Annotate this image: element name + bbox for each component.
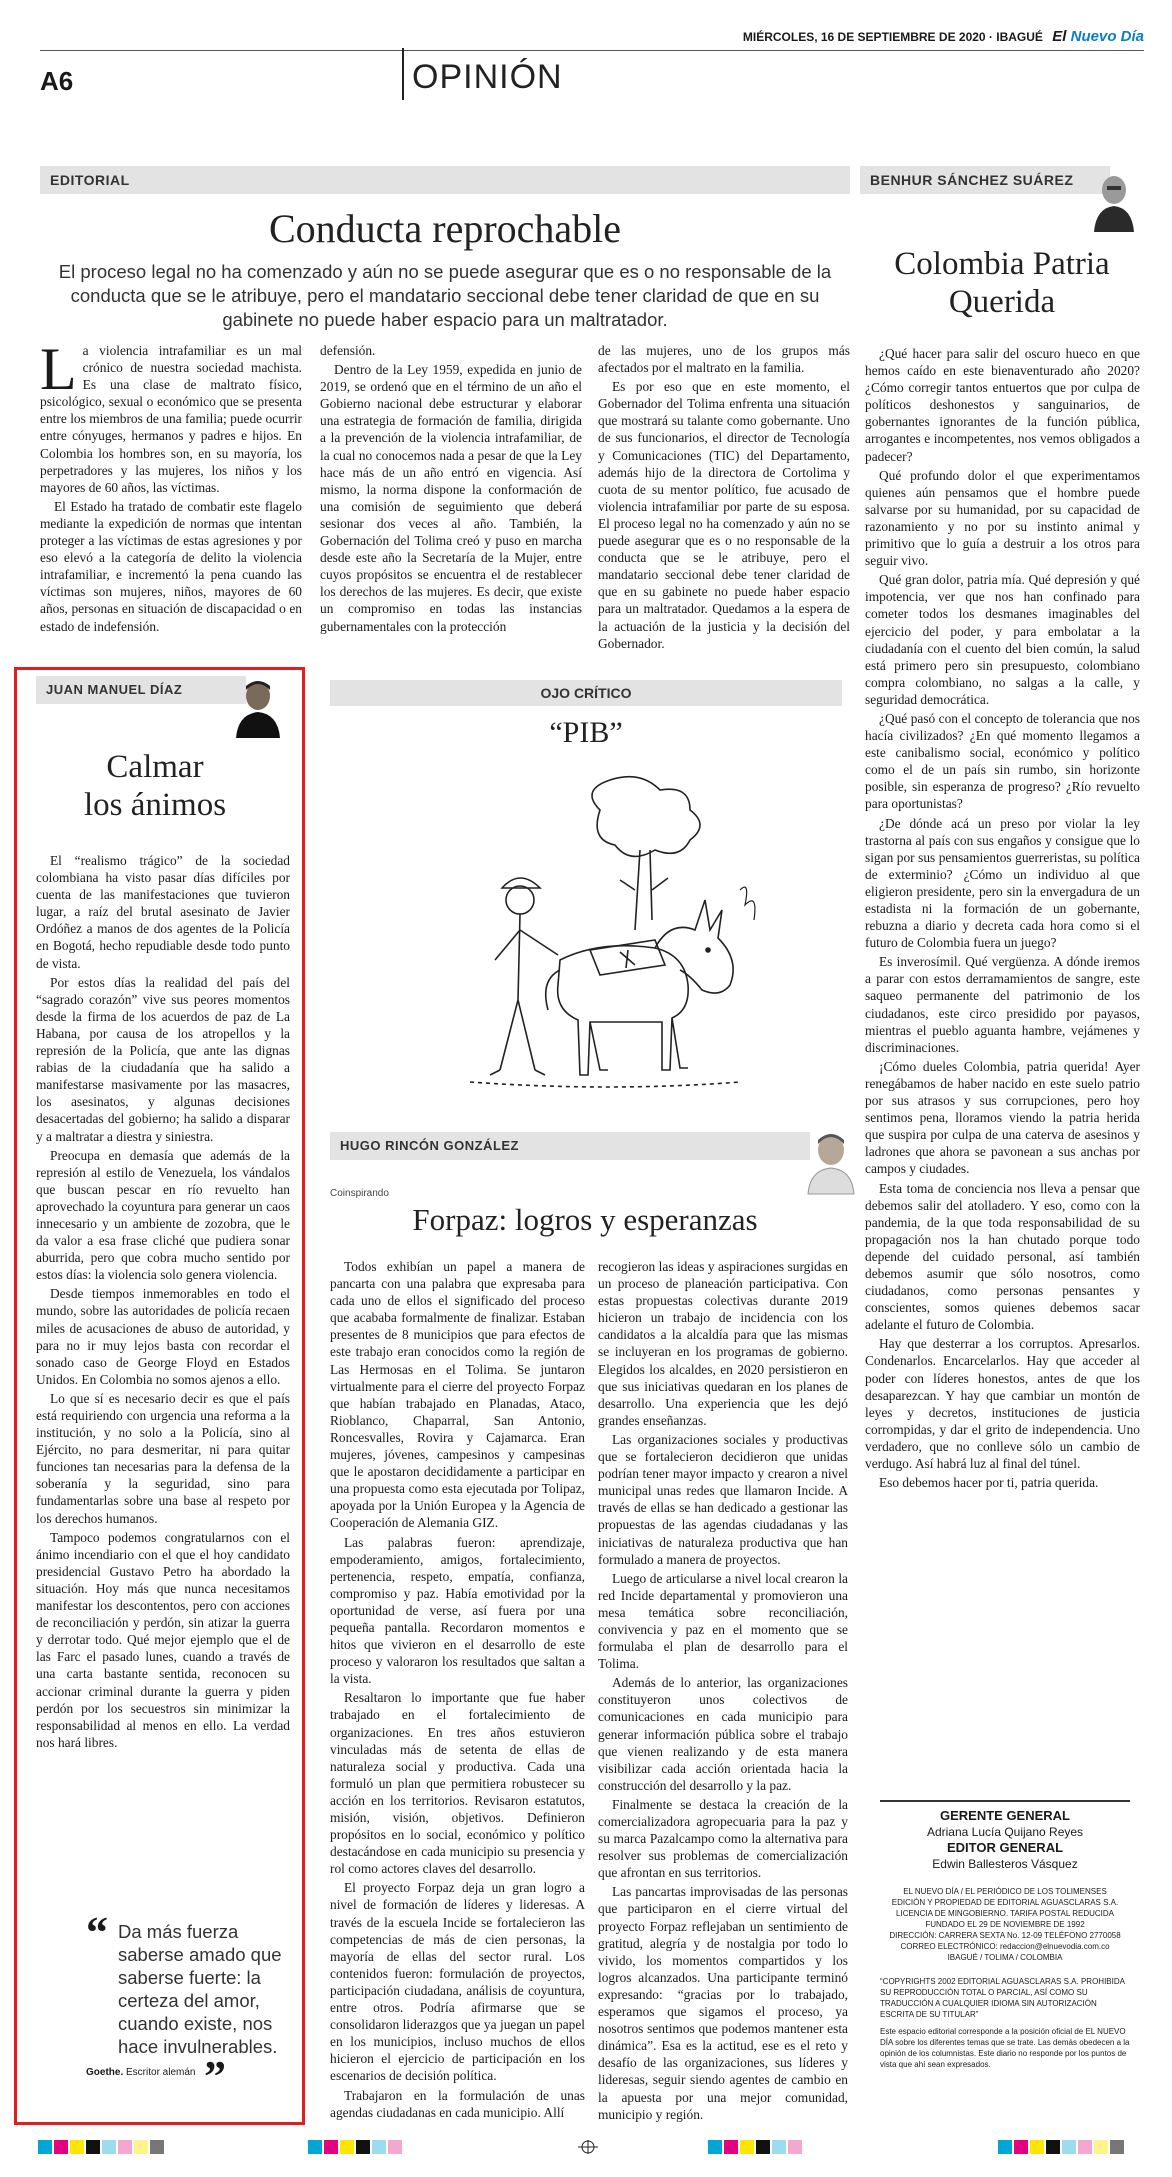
hugo-paragraph: Todos exhibían un papel a manera de pancarta con una palabra que expresaba para cada uno de ellos el significado del proceso que acababa formalmente de finalizar. Estaban presentes de 8 municipios que para efectos de este trabajo eran conocidos como la región de Las Hermosas en el Tolima. Se juntaron virtualmente para el cierre del proyecto Forpaz que habían trabajado en Planadas, Ataco, Rioblanco, Chaparral, San Antonio, Roncesvalles, Rovira y Cajamarca. Eran mujeres, jóvenes, campesinos y campesinas que le apostaron decididamente a participar en una propuesta como esta ejecutada por Tolipaz, apoyada por la Unión Europea y la Agencia de Cooperación de Alemania GIZ. bbox=[330, 1259, 585, 1531]
brand-logo: El Nuevo Día bbox=[1052, 28, 1144, 45]
close-quote-icon: ” bbox=[204, 2052, 226, 2101]
hugo-paragraph: El proyecto Forpaz deja un gran logro a nivel de formación de líderes y lideresas. A través de la escuela Incide se fortalecieron las competencias de más de cien personas, la mayoría de ellas del sector rural. Los contenidos fueron: formulación de proyectos, participación ciudadana, análisis de coyuntura, entre otros. Podría afirmarse que se consolidaron liderazgos que ya juegan un papel en los municipios, incluso muchos de ellos hicieron el ejercicio de participación en los escenarios de decisión política. bbox=[330, 1880, 585, 2084]
cartoon-title: “PIB” bbox=[549, 716, 623, 749]
copyright-notice: “COPYRIGHTS 2002 EDITORIAL AGUASCLARAS S.A. PROHIBIDA SU REPRODUCCIÓN TOTAL O PARCIAL, ASÍ COMO SU TRADUCCIÓN A CUALQUIER IDIOMA SIN AUTORIZACIÓN ESCRITA DE SU TITULAR” bbox=[880, 1977, 1125, 2019]
staff-info-line: FUNDADO EL 29 DE NOVIEMBRE DE 1992 bbox=[925, 1920, 1085, 1929]
hugo-paragraph: Resaltaron lo importante que fue haber trabajado en el fortalecimiento de organizaciones. En tres años estuvieron vinculadas más de setenta de ellas de naturaleza social y productiva. Cada una formuló un plan que permitiera robustecer su acción en los territorios. Revisaron estatutos, misión, visión, objetivos. Definieron propósitos en lo social, económico y político destacándose en cada municipio su presencia y rol como actores claves del desarrollo. bbox=[330, 1690, 585, 1877]
juan-title: Calmar los ánimos bbox=[83, 749, 227, 823]
gm-title: GERENTE GENERAL bbox=[939, 1808, 1070, 1823]
editorial-column-3 bbox=[598, 342, 850, 660]
juan-paragraph: El “realismo trágico” de la sociedad colombiana ha visto pasar días difíciles por cuenta de las manifestaciones que tuvieron lugar, a raíz del brutal asesinato de Javier Ordóñez a manos de dos agentes de la Policía en Bogotá, hecho repudiable desde todo punto de vista. bbox=[36, 853, 290, 971]
staff-rule bbox=[880, 1800, 1130, 1802]
staff-info-line: IBAGUÉ / TOLIMA / COLOMBIA bbox=[947, 1953, 1063, 1962]
benhur-paragraph: ¿Qué hacer para salir del oscuro hueco en que hemos caído en este bienaventurado año 2020? ¿Cómo corregir tantos entuertos que por culpa de políticos deshonestos y sanguinarios, de gobernantes ignorantes de la función pública, arrogantes e incompetentes, nos vemos obligados a padecer? bbox=[865, 346, 1140, 464]
juan-avatar bbox=[234, 676, 282, 738]
gm-name: Adriana Lucía Quijano Reyes bbox=[926, 1825, 1084, 1839]
benhur-paragraph: ¡Cómo dueles Colombia, patria querida! Ayer renegábamos de haber nacido en este suelo patrio por sus atrasos y sus corrupciones, pero hoy sentimos pena, lloramos viendo la patria herida que suspira por culpa de una caterva de asesinos y ladrones que ahora se pavonean a sus anchas por campos y ciudades. bbox=[865, 1058, 1140, 1177]
editorial-paragraph: Es por eso que en este momento, el Gobernador del Tolima enfrenta una situación que mostrará su talante como gobernante. Uno de sus funcionarios, el director de Tecnología y Comunicaciones (TIC) del Departamento, además hijo de la directora de Cortolima y cuota de su mentor político, fue acusado de violencia intrafamiliar por parte de su esposa. El proceso legal no ha comenzado y aún no se puede asegurar que es o no responsable de la conducta que se le atribuye, pero el mandatario seccional debe tener claridad de que en su gabinete no puede haber espacio para un maltratador. Quedamos a la espera de la actuación de la justicia y la decisión del Gobernador. bbox=[598, 379, 850, 651]
quote-attribution: Goethe. Escritor alemán bbox=[86, 2067, 196, 2078]
open-quote-icon: “ bbox=[86, 1908, 108, 1957]
juan-author-tag: JUAN MANUEL DÍAZ bbox=[36, 676, 246, 704]
benhur-paragraph: Esta toma de conciencia nos lleva a pensar que debemos salir del atolladero. Y eso, como con la pandemia, de la que toda responsabilidad de su propagación nos la han chutado porque todo depende del cuidado personal, así también debemos asumir que sólo nosotros, como ciudadanos, como personas pensantes y conscientes, somos quienes debemos sacar adelante el futuro de Colombia. bbox=[865, 1180, 1140, 1333]
juan-quote: Da más fuerza saberse amado que saberse fuerte: la certeza del amor, cuando existe, nos hace invulnerables. bbox=[118, 1921, 282, 2057]
benhur-paragraph: ¿Qué pasó con el concepto de tolerancia que nos hacía civilizados? ¿En qué momento llegamos a este canibalismo social, económico y político como el de un país sin rumbo, sin horizonte posible, sin esperanza de progreso? ¿Río revuelto para oportunistas? bbox=[865, 710, 1140, 812]
benhur-body bbox=[865, 345, 1140, 1755]
hugo-column-1 bbox=[330, 1258, 585, 2120]
editorial-title: Conducta reprochable bbox=[268, 206, 622, 251]
hugo-paragraph: recogieron las ideas y aspiraciones surgidas en un proceso de planeación participativa. Con estas propuestas colectivas durante 2019 hicieron un trabajo de incidencia con los candidatos a la alcaldía para que las mismas se incluyeran en los programas de gobierno. Elegidos los alcaldes, en 2020 persistieron en que sus iniciativas quedaran en los planes de desarrollo. Una experiencia que les dejó grandes enseñanzas. bbox=[598, 1259, 848, 1428]
juan-paragraph: Por estos días la realidad del país del “sagrado corazón” vive sus peores momentos desde la firma de los acuerdos de paz de La Habana, por causa de los atropellos y la represión de la Policía, que ante las dignas rabias de la ciudadanía que ha salido a manifestarse masivamente por las masacres, los asesinatos, y algunas decisiones desacertadas del gobierno; ha salido a disparar y a maltratar a diestra y siniestra. bbox=[36, 974, 290, 1144]
page-number: A6 bbox=[40, 66, 74, 96]
header-dateline-bar bbox=[743, 28, 1144, 45]
section-divider bbox=[402, 48, 404, 100]
juan-paragraph: Preocupa en demasía que además de la represión al estilo de Venezuela, los vándalos que buscan pescar en río revuelto han aprovechado la coyuntura para generar un caos innecesario y un ambiente de zozobra, que le da valor a esa frase cliché que pudiera sonar aburrida, pero que cobra mucho sentido por estos días: la violencia solo genera violencia. bbox=[36, 1147, 290, 1283]
editorial-paragraph: defensión. bbox=[320, 343, 376, 358]
benhur-author-tag: BENHUR SÁNCHEZ SUÁREZ bbox=[860, 166, 1110, 194]
hugo-paragraph: Las palabras fueron: aprendizaje, empoderamiento, amigos, fortalecimiento, pertenencia, respeto, empatía, confianza, compromiso y paz. Había emotividad por la oportunidad de verse, así fuera por una pequeña pantalla. Recordaron momentos e hitos que vivieron en el desarrollo de este proceso y valoraron los resultados que saltan a la vista. bbox=[330, 1534, 585, 1687]
ed-name: Edwin Ballesteros Vásquez bbox=[932, 1857, 1078, 1871]
juan-paragraph: Desde tiempos inmemorables en todo el mundo, sobre las autoridades de policía recaen miles de acusaciones de abuso de autoridad, y para no ir muy lejos basta con recordar el sonado caso de George Floyd en Estados Unidos. En Colombia no somos ajenos a ello. bbox=[36, 1286, 290, 1387]
editorial-deck: El proceso legal no ha comenzado y aún no se puede asegurar que es o no responsable de la conducta que se le atribuye, pero el mandatario seccional debe tener claridad de que en su gabinete no puede haber espacio para un maltratador. bbox=[58, 261, 832, 330]
dateline: MIÉRCOLES, 16 DE SEPTIEMBRE DE 2020 · IBAGUÉ bbox=[742, 30, 1043, 44]
hugo-paragraph: Las organizaciones sociales y productivas que se fortalecieron decidieron que unidas podrían tener mayor impacto y crearon a nivel municipal unas redes que llamaron Incide. A través de ellas se han dedicado a gestionar las propuestas de las agendas ciudadanas y las iniciativas de naturaleza productiva que han formulado a manera de proyectos. bbox=[598, 1431, 848, 1567]
benhur-paragraph: Hay que desterrar a los corruptos. Apresarlos. Condenarlos. Encarcelarlos. Hay que acceder al poder con líderes honestos, antes de que los desaparezcan. Y hay que cambiar un montón de leyes y decretos, instituciones de justicia corrompidas, y dar el grito de independencia. Uno verdadero, que no conlleve sólo un cambio de verdugo. Así habrá luz al final del túnel. bbox=[865, 1336, 1140, 1471]
cartoon-illustration bbox=[440, 770, 780, 1130]
ojo-tag: OJO CRÍTICO bbox=[330, 680, 842, 706]
editorial-tag: EDITORIAL bbox=[40, 166, 850, 194]
benhur-paragraph: Qué gran dolor, patria mía. Qué depresión y qué impotencia, ver que nos han confinado para cometer todos los desmanes imaginables del ejercicio del poder, y para embolatar a la ciudadanía con el cuento del bien común, la salud está primero pero sin presupuesto, colombiano compra colombiano, no salgas a la calle, y seguridad democrática. bbox=[865, 572, 1140, 707]
benhur-paragraph: Es inverosímil. Qué vergüenza. A dónde iremos a parar con estos derramamientos de sangre, este saqueo permanente del patrimonio de los ciudadanos, este circo presidido por payasos, mientras el pueblo aguanta hambre, vejámenes y discriminaciones. bbox=[865, 954, 1140, 1055]
hugo-paragraph: Trabajaron en la formulación de unas agendas ciudadanas en cada municipio. Allí bbox=[330, 2087, 585, 2120]
staff-info-line: EDICIÓN Y PROPIEDAD DE EDITORIAL AGUASCLARAS S.A. bbox=[891, 1898, 1119, 1907]
hugo-title: Forpaz: logros y esperanzas bbox=[412, 1202, 758, 1237]
hugo-kicker: Coinspirando bbox=[330, 1188, 389, 1199]
header-rule bbox=[40, 50, 1144, 51]
benhur-paragraph: Eso debemos hacer por ti, patria querida. bbox=[879, 1475, 1099, 1491]
editorial-paragraph: Dentro de la Ley 1959, expedida en junio de 2019, se ordenó que en el término de un año el Gobierno nacional debe estructurar y elaborar una estrategia de formación de familia, dirigida a la prevención de la violencia intrafamiliar, de la cual no conocemos nada a pesar de que la Ley hace más de un año entró en vigencia. Así mismo, la norma dispone la conformación de una comisión de seguimiento que deberá sesionar dos veces al año. También, la Gobernación del Tolima creó y puso en marcha desde este año la Secretaría de la Mujer, entre cuyos propósitos se encuentra el de restablecer los derechos de las mujeres. Es decir, que existe un compromiso en todas las instancias gubernamentales con la protección bbox=[320, 362, 582, 634]
editorial-paragraph: de las mujeres, uno de los grupos más afectados por el maltrato en la familia. bbox=[598, 343, 850, 376]
staff-info-line: EL NUEVO DÍA / EL PERIÓDICO DE LOS TOLIMENSES bbox=[903, 1887, 1107, 1896]
hugo-paragraph: Luego de articularse a nivel local crearon la red Incide departamental y promovieron una mesa temática sobre reconciliación, convivencia y paz en el momento que se formulaba el plan de desarrollo para el Tolima. bbox=[598, 1570, 848, 1672]
hugo-paragraph: Las pancartas improvisadas de las personas que participaron en el cierre virtual del proyecto Forpaz reflejaban un sentimiento de gratitud, alegría y de nostalgia por todo lo vivido, los momentos compartidos y los logros alcanzados. Una participante terminó expresando: “gracias por lo trabajado, esperamos que sigamos el proceso, ya nosotros sentimos que podemos mantener esta dinámica”. Esa es la actitud, ese es el reto y desafío de las organizaciones, sus líderes y lideresas, seguir siendo agentes de cambio en la apuesta por una mejor comunidad, municipio y región. bbox=[598, 1884, 848, 2122]
juan-body bbox=[36, 852, 290, 1912]
juan-paragraph: Tampoco podemos congratularnos con el ánimo incendiario con el que el hoy candidato presidencial Gustavo Petro ha abordado la situación. Hoy más que nunca necesitamos manifestar los descontentos, pero con acciones de reconciliación y perdón, sin atizar la guerra y derrotar todo. Qué mejor ejemplo que el de las Farc el pasado lunes, cuando a través de una carta bastante sentida, reconocen su accionar criminal durante la guerra y piden perdón por los secuestros sin minimizar la responsabilidad al menos en ello. La verdad nos hará libres. bbox=[36, 1529, 290, 1750]
hugo-paragraph: Además de lo anterior, las organizaciones constituyeron unos colectivos de comunicaciones en cada municipio para generar información pública sobre el trabajo que vienen realizando y de esta manera visibilizar cada acción orientada hacia la construcción del desarrollo y la paz. bbox=[598, 1675, 848, 1793]
ed-title: EDITOR GENERAL bbox=[946, 1840, 1064, 1855]
editorial-column-2 bbox=[320, 342, 582, 660]
editorial-paragraph: El Estado ha tratado de combatir este flagelo mediante la expedición de normas que intentan proteger a las víctimas de estas agresiones y por eso elevó a la categoría de delito la violencia intrafamiliar, e incrementó la pena cuando las víctimas son mujeres, niños, mayores de 60 años, personas en situación de discapacidad o en estado de indefensión. bbox=[40, 498, 302, 634]
staff-info-line: LICENCIA DE MINGOBIERNO. TARIFA POSTAL REDUCIDA bbox=[896, 1909, 1114, 1918]
section-title: OPINIÓN bbox=[412, 58, 563, 96]
juan-paragraph: Lo que sí es necesario decir es que el país está requiriendo con urgencia una reforma a la institución, y no solo a la Policía, sino al Ejército, no para desmeritar, ni para quitar funciones tan necesarias para la defensa de la soberanía y la seguridad, sino para fundamentarlas sobre una base al respeto por los derechos humanos. bbox=[36, 1390, 290, 1526]
benhur-paragraph: Qué profundo dolor el que experimentamos quienes aún pensamos que el hombre puede salvarse por su humanidad, por su capacidad de razonamiento y no por su instinto animal y primitivo que lo guía a destruir a los otros para seguir vivo. bbox=[865, 467, 1140, 569]
editorial-column-1 bbox=[40, 336, 302, 660]
staff-box bbox=[880, 1808, 1130, 1872]
editorial-disclaimer: Este espacio editorial corresponde a la posición oficial de EL NUEVO DÍA sobre los diferentes temas que se trate. Las demás obedecen a la opinión de los columnistas. Este diario no responde por los puntos de vista que ahí sean expresados. bbox=[880, 2027, 1130, 2069]
hugo-avatar bbox=[806, 1128, 856, 1194]
hugo-author-tag: HUGO RINCÓN GONZÁLEZ bbox=[330, 1132, 810, 1160]
hugo-column-2 bbox=[598, 1258, 848, 2122]
staff-info-line: DIRECCIÓN: CARRERA SEXTA No. 12-09 TELÉFONO 2770058 bbox=[889, 1931, 1121, 1940]
benhur-avatar bbox=[1092, 170, 1136, 232]
editorial-paragraph: a violencia intrafamiliar es un mal crónico de nuestra sociedad machista. Es una clase de maltrato físico, psicológico, sexual o económico que se presenta entre los miembros de una familia; puede ocurrir entre cónyuges, hermanos y padres e hijos. En Colombia los hombres son, en su mayoría, los perpetradores y las mujeres, los niños y los mayores de 60 años, las víctimas. bbox=[40, 343, 302, 495]
print-registration-bar bbox=[38, 2140, 1138, 2154]
editorial-dropcap: L bbox=[40, 336, 77, 402]
hugo-paragraph: Finalmente se destaca la creación de la comercializadora agropecuaria para la paz y su marca Pazalcampo como la alternativa para resolver sus problemas de comercialización que afrontan en sus territorios. bbox=[598, 1796, 848, 1881]
staff-info bbox=[880, 1886, 1130, 1963]
benhur-title: Colombia Patria Querida bbox=[894, 246, 1110, 320]
staff-info-line: CORREO ELECTRÓNICO: redaccion@elnuevodia.com.co bbox=[900, 1942, 1110, 1951]
benhur-paragraph: ¿De dónde acá un preso por violar la ley trastorna al país con sus engaños y consigue que lo sigan por sus pensamientos guerreristas, su política de exterminio? ¿Cómo un individuo al que eligieron presidente, pero sin la envergadura de un estadista ni la formación de un gobernante, rebuzna a diario y decreta cada hora como si el futuro de Colombia fuera un juego? bbox=[865, 815, 1140, 951]
